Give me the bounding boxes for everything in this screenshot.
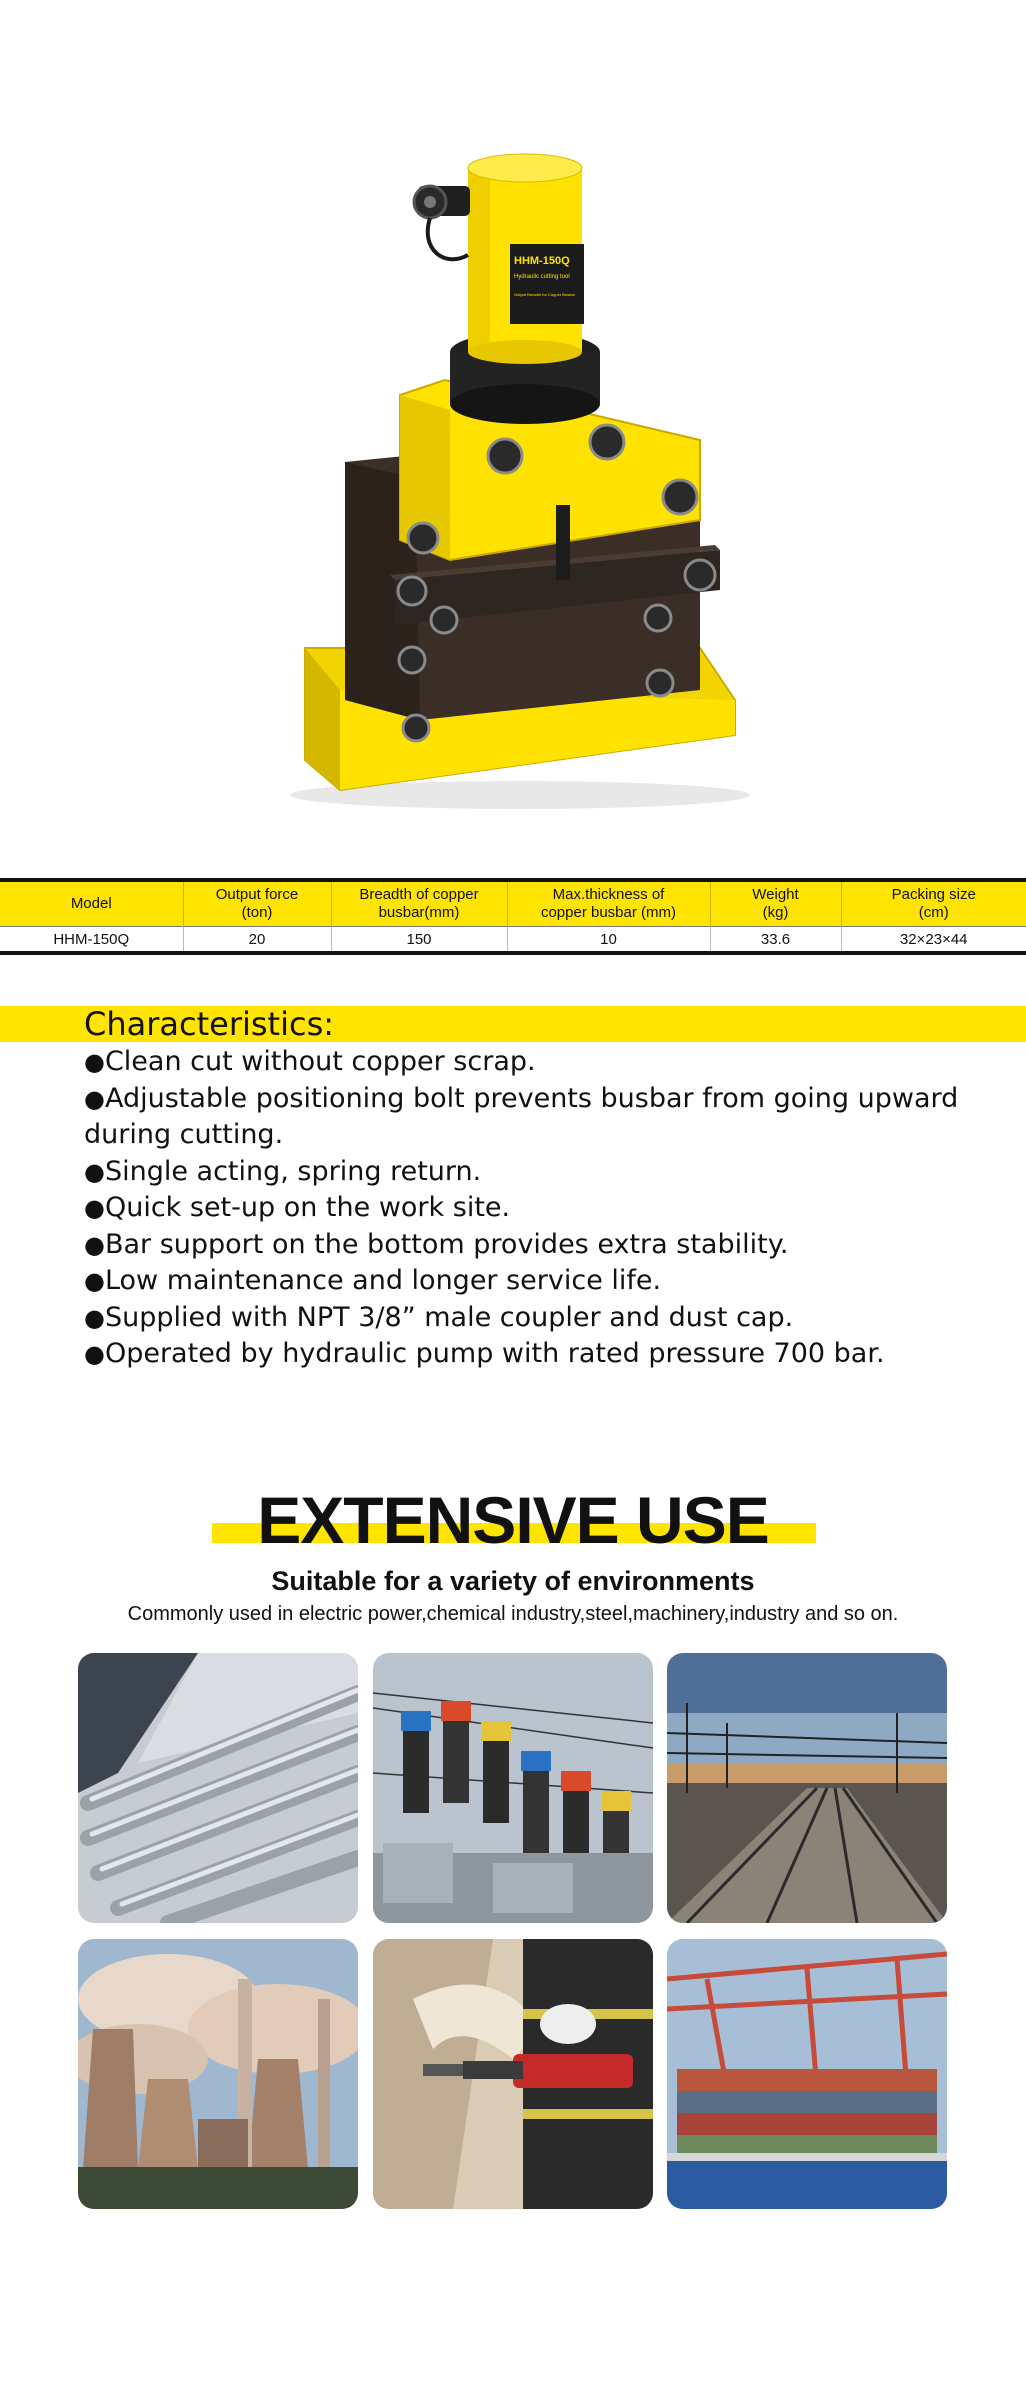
spec-cell-output-force: 20: [183, 927, 331, 954]
spec-header-breadth: Breadth of copper busbar(mm): [331, 880, 507, 927]
characteristics-list: [84, 1044, 964, 1373]
characteristic-item: ● Operated by hydraulic pump with rated pressure 700 bar.: [84, 1336, 964, 1373]
cylinder-label-line: Hydraulic cutting tool: [514, 274, 570, 280]
photo-container-port: [667, 1939, 947, 2209]
spec-table: [0, 878, 1026, 955]
characteristic-item: ● Bar support on the bottom provides extra stability.: [84, 1227, 964, 1264]
characteristic-item: ● Supplied with NPT 3/8” male coupler and dust cap.: [84, 1300, 964, 1337]
spec-cell-model: HHM-150Q: [0, 927, 183, 954]
extensive-use-subtitle: Suitable for a variety of environments: [271, 1566, 755, 1596]
characteristic-item: ● Adjustable positioning bolt prevents busbar from going upward during cutting.: [84, 1081, 964, 1154]
product-image: [0, 0, 1026, 860]
spec-data-row: [0, 927, 1026, 954]
spec-cell-breadth: 150: [331, 927, 507, 954]
photo-firefighter-rescue: [373, 1939, 653, 2209]
photo-power-insulators: [373, 1653, 653, 1923]
spec-cell-packing: 32×23×44: [841, 927, 1026, 954]
photo-industrial-pipes: [78, 1653, 358, 1923]
spec-header-model: Model: [0, 880, 183, 927]
characteristic-item: ● Quick set-up on the work site.: [84, 1190, 964, 1227]
spec-header-row: [0, 880, 1026, 927]
spec-cell-weight: 33.6: [710, 927, 841, 954]
characteristic-item: ● Clean cut without copper scrap.: [84, 1044, 964, 1081]
spec-cell-thickness: 10: [507, 927, 710, 954]
characteristic-item: ● Low maintenance and longer service life.: [84, 1263, 964, 1300]
photo-railway: [667, 1653, 947, 1923]
characteristic-item: ● Single acting, spring return.: [84, 1154, 964, 1191]
spec-header-weight: Weight (kg): [710, 880, 841, 927]
cylinder-label-small: Output Breadth for Copper Busbar: [514, 292, 575, 297]
photo-power-plant: [78, 1939, 358, 2209]
extensive-use-title: EXTENSIVE USE: [257, 1483, 769, 1557]
spec-header-output-force: Output force (ton): [183, 880, 331, 927]
characteristics-title: Characteristics:: [84, 1005, 335, 1043]
spec-header-thickness: Max.thickness of copper busbar (mm): [507, 880, 710, 927]
cylinder-label-model: HHM-150Q: [514, 255, 570, 267]
extensive-use-description: Commonly used in electric power,chemical industry,steel,machinery,industry and so on.: [127, 1603, 899, 1625]
spec-header-packing: Packing size (cm): [841, 880, 1026, 927]
